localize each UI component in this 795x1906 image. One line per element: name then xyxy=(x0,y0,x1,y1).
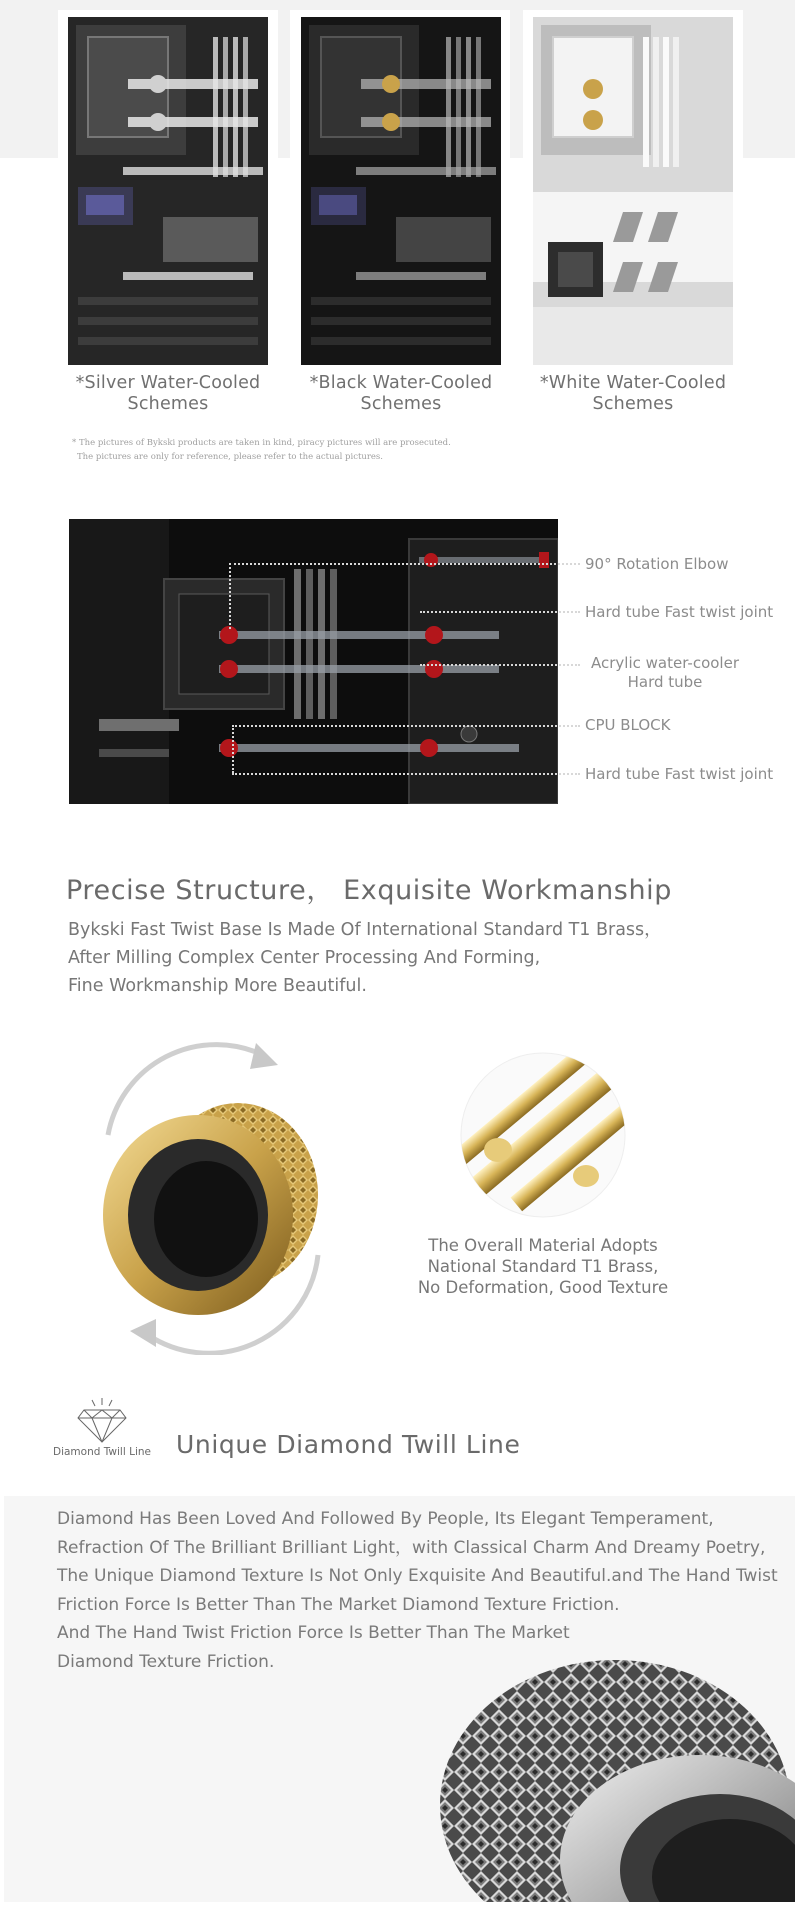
black-scheme-card xyxy=(290,10,510,366)
knurled-fitting-closeup xyxy=(400,1655,795,1902)
water-cooling-diagram-photo xyxy=(69,519,558,804)
material-caption-line-3: No Deformation, Good Texture xyxy=(417,1278,669,1297)
diamond-title: Unique Diamond Twill Line xyxy=(176,1430,521,1459)
silver-scheme-caption: *Silver Water-Cooled Schemes xyxy=(75,373,261,414)
brass-fitting-image xyxy=(88,1035,348,1355)
diamond-icon xyxy=(74,1396,130,1444)
structure-line-3: Fine Workmanship More Beautiful. xyxy=(68,976,367,996)
white-scheme-photo xyxy=(533,17,733,365)
diamond-line-6: Diamond Texture Friction. xyxy=(57,1652,275,1672)
material-caption-line-1: The Overall Material Adopts xyxy=(428,1236,658,1255)
structure-title: Precise Structure， Exquisite Workmanship xyxy=(66,875,673,906)
callout-connector-vertical xyxy=(229,563,231,629)
callout-line-twist-joint-top xyxy=(420,611,580,613)
black-scheme-photo xyxy=(301,17,501,365)
callout-line-twist-joint-bottom xyxy=(232,773,580,775)
material-caption-line-2: National Standard T1 Brass, xyxy=(427,1257,659,1276)
diamond-line-5: And The Hand Twist Friction Force Is Better Than The Market xyxy=(57,1623,570,1643)
callout-label-twist-joint-bottom: Hard tube Fast twist joint xyxy=(585,765,774,783)
diamond-line-2: Refraction Of The Brilliant Brilliant Light，with Classical Charm And Dreamy Poetry, xyxy=(57,1538,766,1558)
callout-label-twist-joint-top: Hard tube Fast twist joint xyxy=(585,603,774,621)
diamond-line-4: Friction Force Is Better Than The Market Diamond Texture Friction. xyxy=(57,1595,620,1615)
callout-label-cpu-block: CPU BLOCK xyxy=(585,716,671,734)
white-scheme-card xyxy=(523,10,743,366)
disclaimer-line-2: The pictures are only for reference, please refer to the actual pictures. xyxy=(77,452,383,462)
diamond-line-1: Diamond Has Been Loved And Followed By People, Its Elegant Temperament, xyxy=(57,1509,714,1529)
silver-scheme-photo xyxy=(68,17,268,365)
brass-rods-image xyxy=(458,1050,628,1220)
callout-line-elbow xyxy=(229,563,580,565)
callout-line-acrylic-tube xyxy=(420,664,580,666)
structure-line-2: After Milling Complex Center Processing And Forming, xyxy=(68,948,541,968)
silver-scheme-card xyxy=(58,10,278,366)
structure-line-1: Bykski Fast Twist Base Is Made Of International Standard T1 Brass， xyxy=(68,920,662,940)
black-scheme-caption: *Black Water-Cooled Schemes xyxy=(309,373,493,414)
disclaimer-line-1: * The pictures of Bykski products are taken in kind, piracy pictures will are prosecuted. xyxy=(72,438,451,448)
white-scheme-caption: *White Water-Cooled Schemes xyxy=(539,373,727,414)
diamond-logo-label: Diamond Twill Line xyxy=(53,1446,151,1458)
callout-label-elbow: 90° Rotation Elbow xyxy=(585,555,729,573)
callout-line-cpu-block xyxy=(232,725,580,727)
callout-connector-vertical-2 xyxy=(232,725,234,773)
callout-label-acrylic-tube: Acrylic water-cooler Hard tube xyxy=(591,654,739,691)
diamond-line-3: The Unique Diamond Texture Is Not Only Exquisite And Beautiful.and The Hand Twist xyxy=(57,1566,778,1586)
